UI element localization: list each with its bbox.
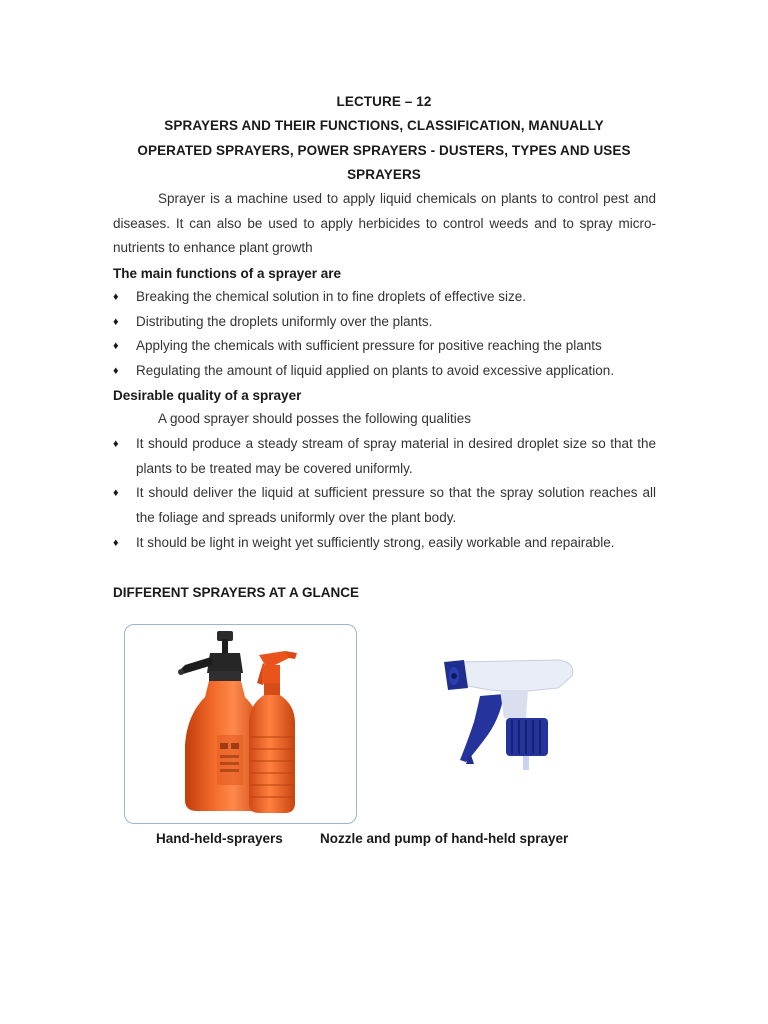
list-item-text: Breaking the chemical solution in to fine droplets of effective size.: [136, 289, 526, 304]
list-item: [113, 334, 656, 359]
list-item-text: Distributing the droplets uniformly over the plants.: [136, 314, 433, 329]
quality-heading: Desirable quality of a sprayer: [113, 388, 302, 403]
section-title: SPRAYERS: [347, 167, 421, 182]
list-item-text: It should be light in weight yet sufficiently strong, easily workable and repairable.: [136, 535, 615, 550]
nozzle-pump-image: [408, 610, 623, 825]
diamond-bullet-icon: ♦: [113, 537, 119, 549]
nozzle-pump-illustration: [408, 610, 623, 825]
list-item-text: It should deliver the liquid at sufficient pressure so that the spray solution reaches all the foliage and spreads uniformly over the plant body.: [136, 485, 656, 525]
sprayer-bottles-illustration: [125, 625, 356, 823]
quality-intro: A good sprayer should posses the following qualities: [158, 411, 471, 426]
list-item-text: Regulating the amount of liquid applied on plants to avoid excessive application.: [136, 363, 615, 378]
list-item-text: It should produce a steady stream of spray material in desired droplet size so that the plants to be treated may be covered uniformly.: [136, 436, 656, 476]
lecture-number: LECTURE – 12: [336, 94, 432, 109]
diamond-bullet-icon: ♦: [113, 291, 119, 303]
diamond-bullet-icon: ♦: [113, 365, 119, 377]
list-item: [113, 432, 656, 481]
diamond-bullet-icon: ♦: [113, 340, 119, 352]
caption-nozzle-pump: Nozzle and pump of hand-held sprayer: [320, 831, 569, 846]
title-line-2: OPERATED SPRAYERS, POWER SPRAYERS - DUSTERS, TYPES AND USES: [137, 143, 631, 158]
hand-held-sprayer-image: [124, 624, 357, 824]
list-item: [113, 531, 656, 556]
intro-paragraph: Sprayer is a machine used to apply liquid chemicals on plants to control pest and diseases. It can also be used to apply herbicides to control weeds and to spray micro-nutrients to enhance plant growth: [113, 191, 656, 255]
diamond-bullet-icon: ♦: [113, 438, 119, 450]
list-item: [113, 310, 656, 335]
title-line-1: SPRAYERS AND THEIR FUNCTIONS, CLASSIFICATION, MANUALLY: [164, 118, 604, 133]
caption-hand-held-sprayers: Hand-held-sprayers: [156, 831, 283, 846]
diamond-bullet-icon: ♦: [113, 487, 119, 499]
list-item: [113, 285, 656, 310]
functions-heading: The main functions of a sprayer are: [113, 266, 342, 281]
list-item: [113, 359, 656, 384]
glance-heading: DIFFERENT SPRAYERS AT A GLANCE: [113, 585, 360, 600]
list-item-text: Applying the chemicals with sufficient pressure for positive reaching the plants: [136, 338, 602, 353]
list-item: [113, 481, 656, 530]
diamond-bullet-icon: ♦: [113, 316, 119, 328]
